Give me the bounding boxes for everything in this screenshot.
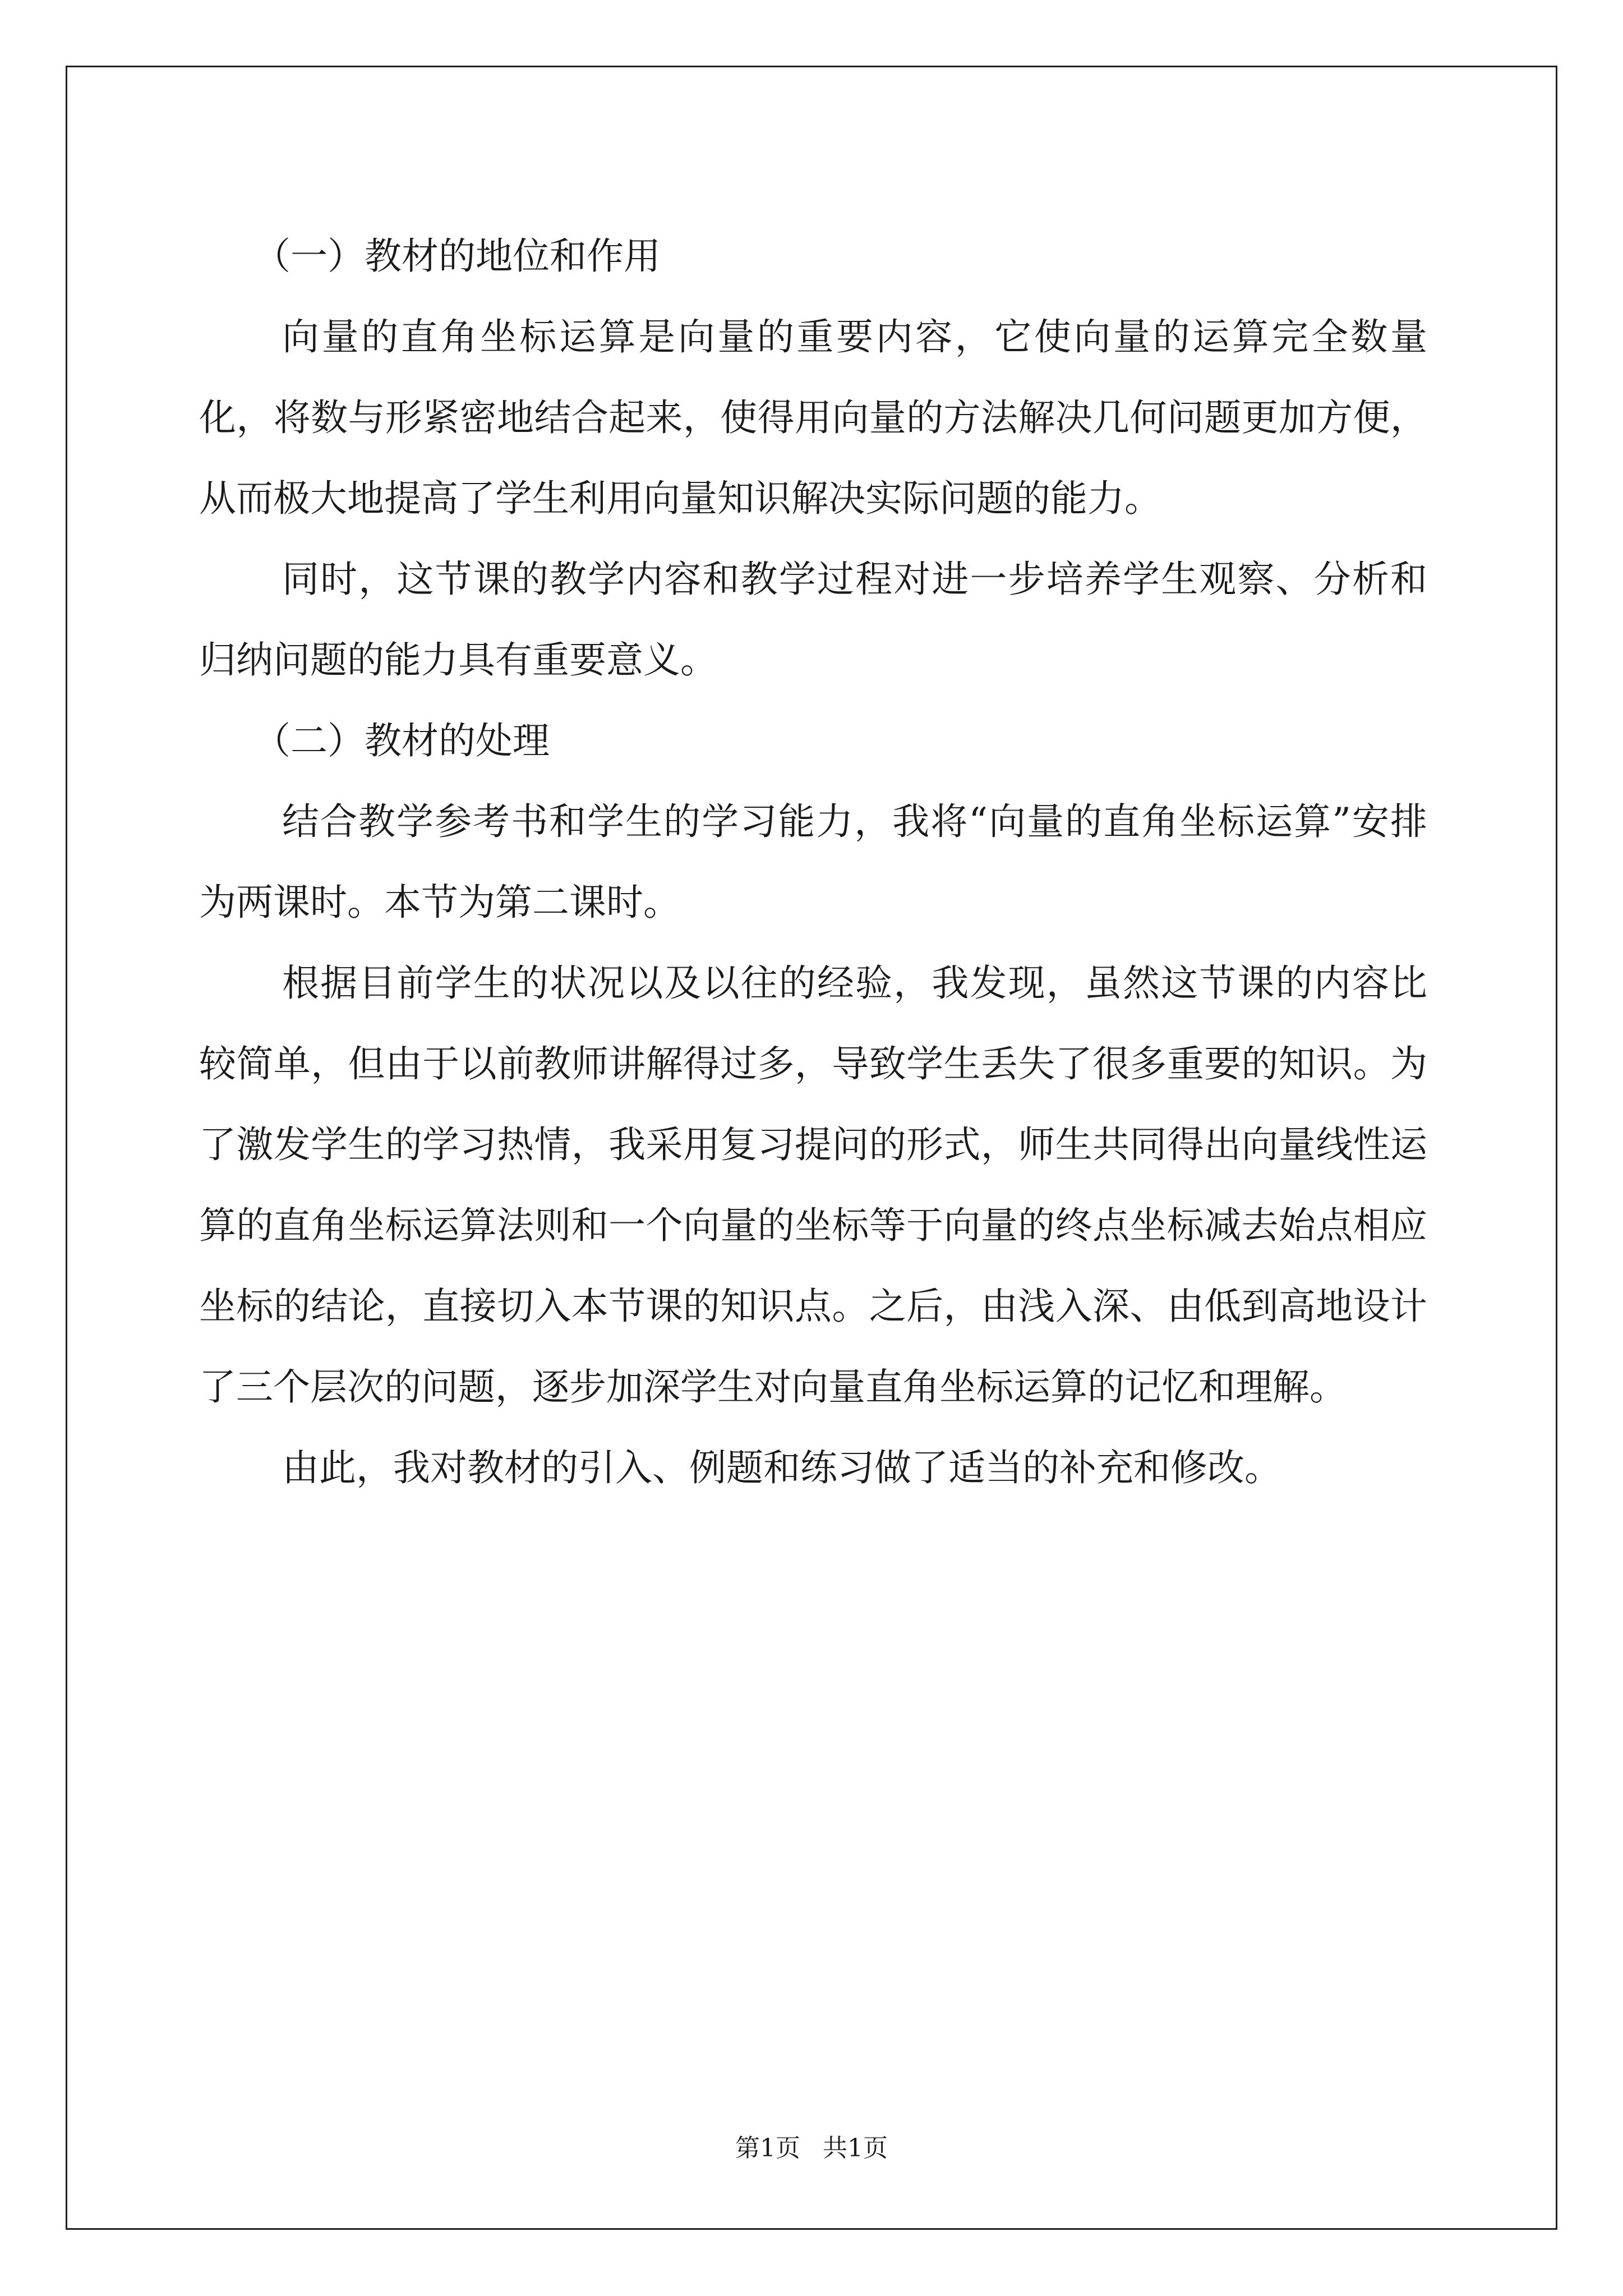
- paragraph: 同时，这节课的教学内容和教学过程对进一步培养学生观察、分析和归纳问题的能力具有重要意义。: [199, 558, 1427, 682]
- section-heading-1: （一）教材的地位和作用: [253, 234, 661, 278]
- paragraph: 根据目前学生的状况以及以往的经验，我发现，虽然这节课的内容比较简单，但由于以前教师讲解得过多，导致学生丢失了很多重要的知识。为了激发学生的学习热情，我采用复习提问的形式，师生共同得出向量线性运算的直角坐标运算法则和一个向量的坐标等于向量的终点坐标减去始点相应坐标的结论，直接切入本节课的知识点。之后，由浅入深、由低到高地设计了三个层次的问题，逐步加深学生对向量直角坐标运算的记忆和理解。: [199, 961, 1427, 1409]
- document-body: [199, 216, 1427, 1508]
- paragraph: 向量的直角坐标运算是向量的重要内容，它使向量的运算完全数量化，将数与形紧密地结合起来，使得用向量的方法解决几何问题更加方便，从而极大地提高了学生利用向量知识解决实际问题的能力。: [199, 315, 1427, 520]
- page-number: 第1页: [735, 2134, 800, 2162]
- section-heading-2: （二）教材的处理: [253, 719, 550, 762]
- paragraph: 由此，我对教材的引入、例题和练习做了适当的补充和修改。: [282, 1446, 1281, 1489]
- paragraph: 结合教学参考书和学生的学习能力，我将“向量的直角坐标运算”安排为两课时。本节为第二课时。: [199, 800, 1427, 924]
- page-total: 共1页: [823, 2134, 888, 2162]
- page-footer: [0, 2132, 1623, 2165]
